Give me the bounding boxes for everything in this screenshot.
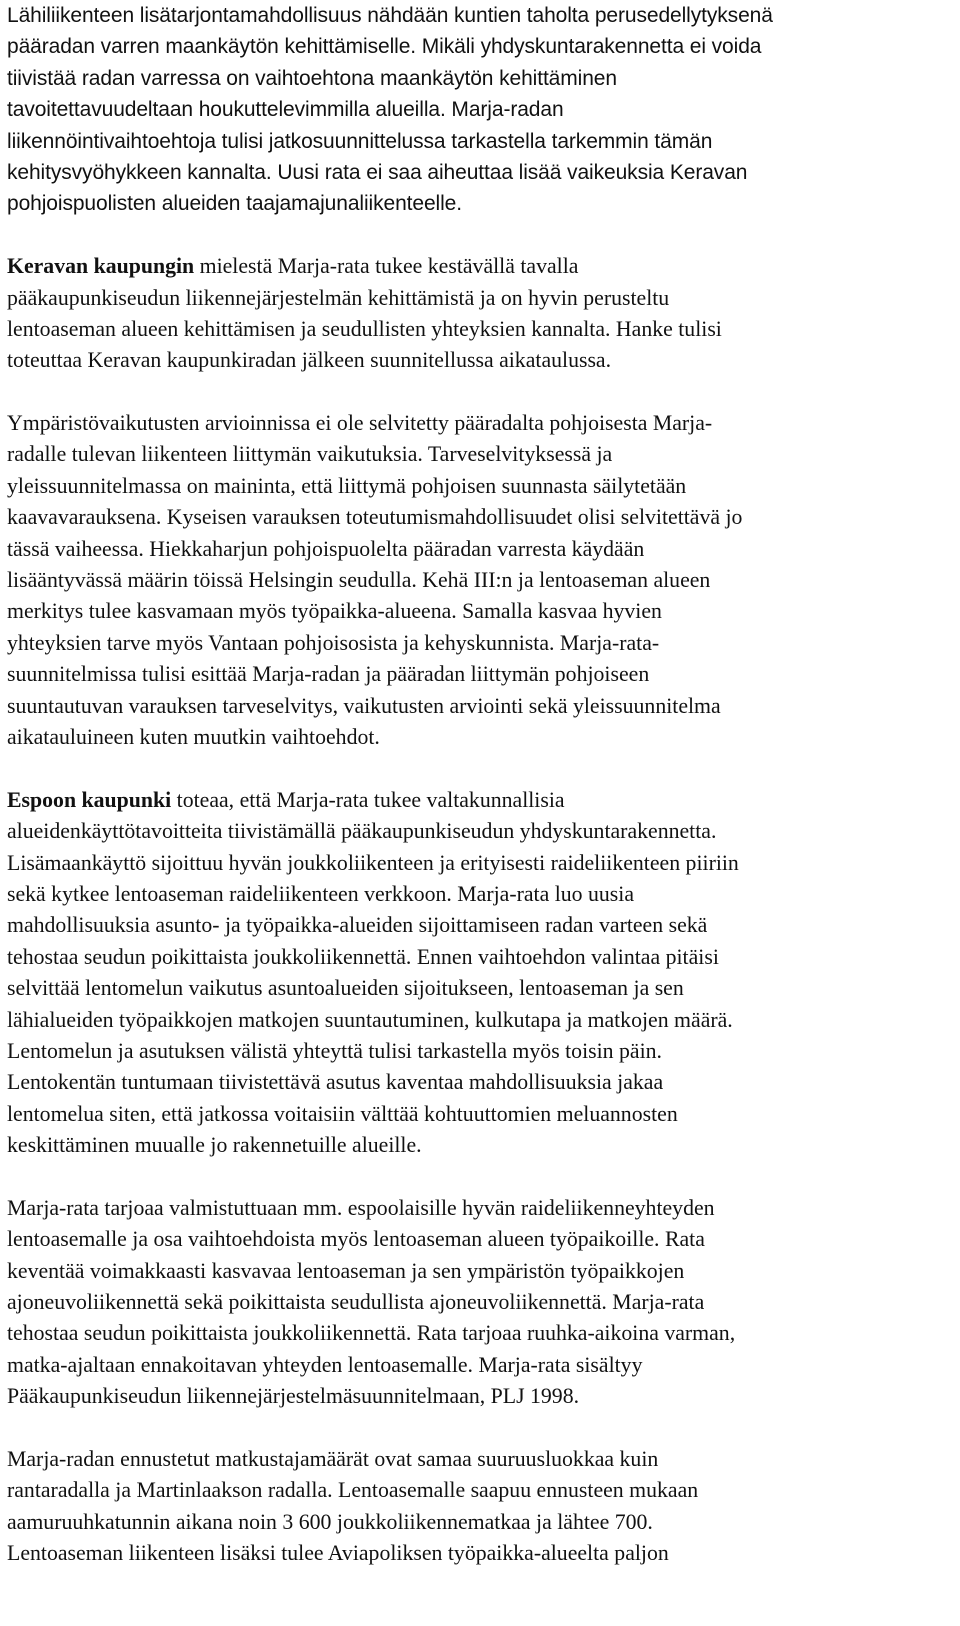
text-line: pohjoispuolisten alueiden taajamajunaliikenteelle. [7, 192, 462, 216]
paragraph-espoon-kaupunki [7, 785, 957, 1162]
text-line [7, 251, 957, 282]
text-line: lentoasemalle ja osa vaihtoehdoista myös lentoaseman alueen työpaikoille. Rata [7, 1227, 705, 1252]
text-line: lentoaseman alueen kehittämisen ja seudullisten yhteyksien kannalta. Hanke tulisi [7, 316, 722, 341]
text-line: lähialueiden työpaikkojen matkojen suuntautuminen, kulkutapa ja matkojen määrä. [7, 1007, 733, 1032]
text-line: matka-ajaltaan ennakoitavan yhteyden lentoasemalle. Marja-rata sisältyy [7, 1352, 643, 1377]
text-line: tässä vaiheessa. Hiekkaharjun pohjoispuolelta pääradan varresta käydään [7, 536, 645, 561]
text-line: lisääntyvässä määrin töissä Helsingin seudulla. Kehä III:n ja lentoaseman alueen [7, 568, 711, 593]
text-line: ajoneuvoliikennettä sekä poikittaista seudullista ajoneuvoliikennettä. Marja-rata [7, 1290, 705, 1315]
paragraph-gap [7, 220, 957, 251]
paragraph-keravan-kaupunki [7, 251, 957, 377]
paragraph-gap [7, 1413, 957, 1444]
text-line: Lentomelun ja asutuksen välistä yhteyttä tulisi tarkastella myös toisin päin. [7, 1038, 662, 1063]
text-line: mahdollisuuksia asunto- ja työpaikka-alueiden sijoittamiseen radan varteen sekä [7, 913, 708, 938]
text-line: Lentokentän tuntumaan tiivistettävä asutus kaventaa mahdollisuuksia jakaa [7, 1070, 664, 1095]
text-line: radalle tulevan liikenteen liittymän vaikutuksia. Tarveselvityksessä ja [7, 442, 613, 467]
text-line: kaavavarauksena. Kyseisen varauksen toteutumismahdollisuudet olisi selvitettävä jo [7, 505, 743, 530]
text-fragment: mielestä Marja-rata tukee kestävällä tavalla [194, 254, 579, 279]
text-line: keventää voimakkaasti kasvavaa lentoaseman ja sen ympäristön työpaikkojen [7, 1258, 685, 1283]
text-line: tavoitettavuudeltaan houkuttelevimmilla alueilla. Marja-radan [7, 98, 564, 122]
text-line: tiivistää radan varressa on vaihtoehtona maankäytön kehittäminen [7, 66, 617, 90]
paragraph-ymparistovaikutukset [7, 408, 957, 753]
text-line: rantaradalla ja Martinlaakson radalla. Lentoasemalle saapuu ennusteen mukaan [7, 1478, 699, 1503]
text-line: Lisämaankäyttö sijoittuu hyvän joukkoliikenteen ja erityisesti raideliikenteen piiriin [7, 850, 739, 875]
text-line: suuntautuvan varauksen tarveselvitys, vaikutusten arviointi sekä yleissuunnitelma [7, 693, 721, 718]
text-line: keskittäminen muualle jo rakennetuille alueille. [7, 1133, 422, 1158]
document-page [7, 0, 957, 1570]
text-line: selvittää lentomelun vaikutus asuntoalueiden sijoitukseen, lentoaseman ja sen [7, 976, 684, 1001]
text-line: aamuruuhkatunnin aikana noin 3 600 joukkoliikennematkaa ja lähtee 700. [7, 1509, 653, 1534]
text-line: aikatauluineen kuten muutkin vaihtoehdot. [7, 724, 380, 749]
text-line: Lentoaseman liikenteen lisäksi tulee Aviapoliksen työpaikka-alueelta paljon [7, 1541, 669, 1566]
text-line: tehostaa seudun poikittaista joukkoliikennettä. Ennen vaihtoehdon valintaa pitäisi [7, 944, 719, 969]
text-line: yleissuunnitelmassa on maininta, että liittymä pohjoisen suunnasta säilytetään [7, 473, 687, 498]
text-line: Pääkaupunkiseudun liikennejärjestelmäsuunnitelmaan, PLJ 1998. [7, 1384, 580, 1409]
text-line: kehitysvyöhykkeen kannalta. Uusi rata ei saa aiheuttaa lisää vaikeuksia Keravan [7, 160, 748, 184]
paragraph-matkustajamaarat [7, 1444, 957, 1570]
text-line: liikennöintivaihtoehtoja tulisi jatkosuunnittelussa tarkastella tarkemmin tämän [7, 129, 713, 153]
text-line: Marja-radan ennustetut matkustajamäärät ovat samaa suuruusluokkaa kuin [7, 1446, 659, 1471]
organization-name: Espoon kaupunki [7, 787, 172, 812]
text-line: Lähiliikenteen lisätarjontamahdollisuus nähdään kuntien taholta perusedellytyksenä [7, 4, 773, 27]
text-line: yhteyksien tarve myös Vantaan pohjoisosista ja kehyskunnista. Marja-rata- [7, 630, 660, 655]
text-line: pääkaupunkiseudun liikennejärjestelmän kehittämistä ja on hyvin perusteltu [7, 285, 670, 310]
text-line: Marja-rata tarjoaa valmistuttuaan mm. espoolaisille hyvän raideliikenneyhteyden [7, 1195, 715, 1220]
paragraph-gap [7, 377, 957, 408]
text-line: suunnitelmissa tulisi esittää Marja-radan ja pääradan liittymän pohjoiseen [7, 662, 650, 687]
paragraph-lahiliikenne [7, 0, 957, 220]
text-line: sekä kytkee lentoaseman raideliikenteen verkkoon. Marja-rata luo uusia [7, 881, 635, 906]
text-line [7, 785, 957, 816]
text-line: lentomelua siten, että jatkossa voitaisiin välttää kohtuuttomien meluannosten [7, 1101, 678, 1126]
paragraph-gap [7, 753, 957, 784]
text-fragment: toteaa, että Marja-rata tukee valtakunnallisia [171, 787, 565, 812]
text-line: merkitys tulee kasvamaan myös työpaikka-alueena. Samalla kasvaa hyvien [7, 599, 662, 624]
paragraph-gap [7, 1161, 957, 1192]
text-line: pääradan varren maankäytön kehittämiselle. Mikäli yhdyskuntarakennetta ei voida [7, 35, 762, 59]
organization-name: Keravan kaupungin [7, 254, 195, 279]
text-line: tehostaa seudun poikittaista joukkoliikennettä. Rata tarjoaa ruuhka-aikoina varman, [7, 1321, 736, 1346]
text-line: toteuttaa Keravan kaupunkiradan jälkeen suunnitellussa aikataulussa. [7, 348, 612, 373]
paragraph-marja-rata-tarjoaa [7, 1193, 957, 1413]
text-line: Ympäristövaikutusten arvioinnissa ei ole selvitetty pääradalta pohjoisesta Marja- [7, 411, 713, 436]
text-line: alueidenkäyttötavoitteita tiivistämällä pääkaupunkiseudun yhdyskuntarakennetta. [7, 819, 717, 844]
